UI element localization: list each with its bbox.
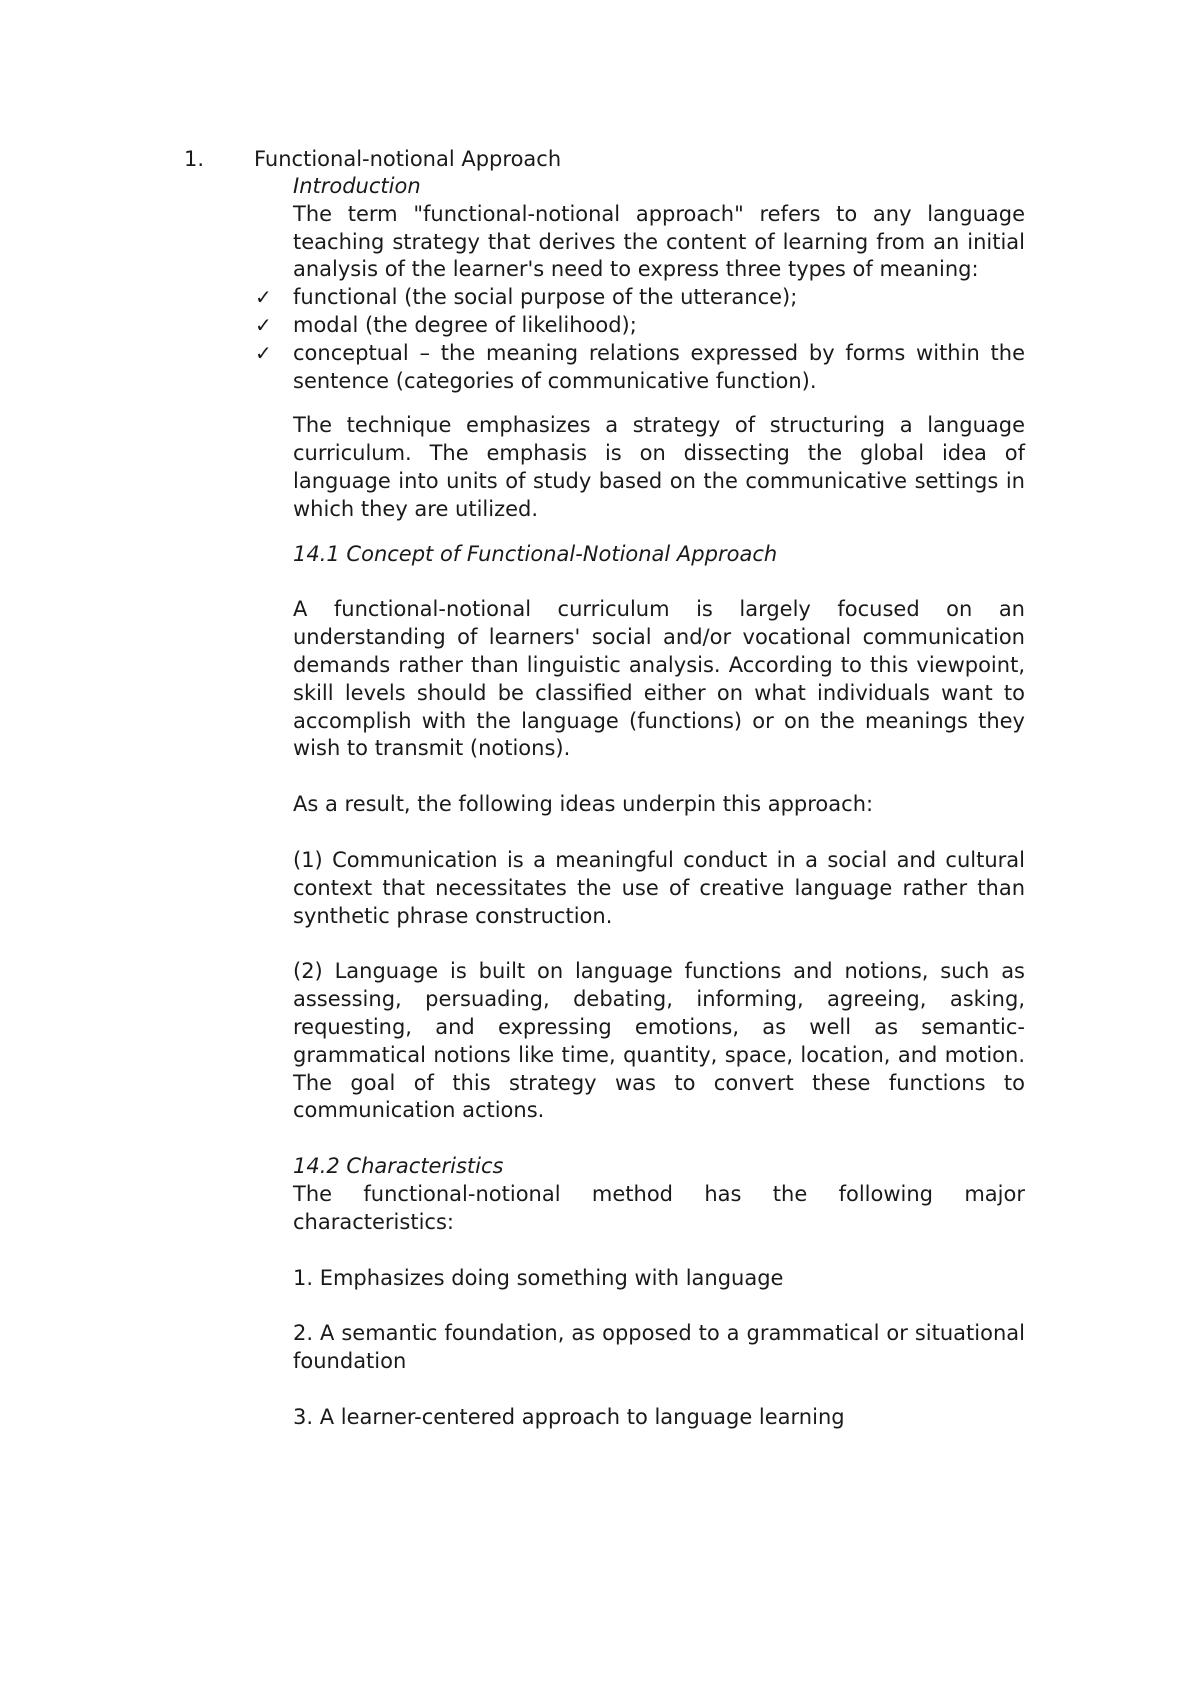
check-icon: ✓	[255, 312, 272, 337]
list-item-text: conceptual – the meaning relations expressed by forms within the sentence (categories of communicative function).	[293, 340, 1025, 393]
idea-2-paragraph: (2) Language is built on language functions and notions, such as assessing, persuading, debating, informing, agreeing, asking, requesting, and expressing emotions, as well as semantic-grammatical notions like time, quantity, space, location, and motion. The goal of this strategy was to convert these functions to communication actions.	[293, 959, 1025, 1123]
intro-paragraph: The term "functional-notional approach" refers to any language teaching strategy that derives the content of learning from an initial analysis of the learner's need to express three types of meaning:	[293, 201, 1025, 282]
heading-title: Functional-notional Approach	[254, 147, 562, 171]
concept-paragraph: A functional-notional curriculum is largely focused on an understanding of learners' social and/or vocational communication demands rather than linguistic analysis. According to this viewpoint, skill levels should be classified either on what individuals want to accomplish with the language (functions) or on the meanings they wish to transmit (notions).	[293, 597, 1025, 761]
list-item-text: functional (the social purpose of the utterance);	[293, 285, 798, 310]
idea-1-paragraph: (1) Communication is a meaningful conduct in a social and cultural context that necessitates the use of creative language rather than synthetic phrase construction.	[293, 847, 1025, 928]
technique-paragraph: The technique emphasizes a strategy of structuring a language curriculum. The emphasis is on dissecting the global idea of language into units of study based on the communicative settings in which they are utilized.	[293, 413, 1025, 521]
heading-number: 1.	[184, 147, 205, 171]
section-14-2-title: 14.2 Characteristics	[293, 1154, 504, 1179]
list-item-text: modal (the degree of likelihood);	[293, 312, 637, 337]
document-body	[255, 173, 1025, 1432]
characteristic-item: 3. A learner-centered approach to language learning	[293, 1404, 845, 1429]
section-heading	[184, 145, 561, 173]
characteristic-item: 1. Emphasizes doing something with language	[293, 1265, 784, 1290]
check-icon: ✓	[255, 285, 272, 310]
check-icon: ✓	[255, 340, 272, 365]
meaning-types-list	[255, 284, 1025, 395]
list-item	[221, 284, 1025, 312]
list-item	[221, 312, 1025, 340]
ideas-intro-paragraph: As a result, the following ideas underpin this approach:	[293, 792, 874, 817]
intro-label: Introduction	[293, 174, 421, 198]
characteristic-item: 2. A semantic foundation, as opposed to a grammatical or situational foundation	[293, 1321, 1025, 1374]
section-14-1-title: 14.1 Concept of Functional-Notional Approach	[293, 541, 778, 566]
list-item	[221, 340, 1025, 396]
characteristics-intro: The functional-notional method has the following major characteristics:	[293, 1181, 1025, 1234]
